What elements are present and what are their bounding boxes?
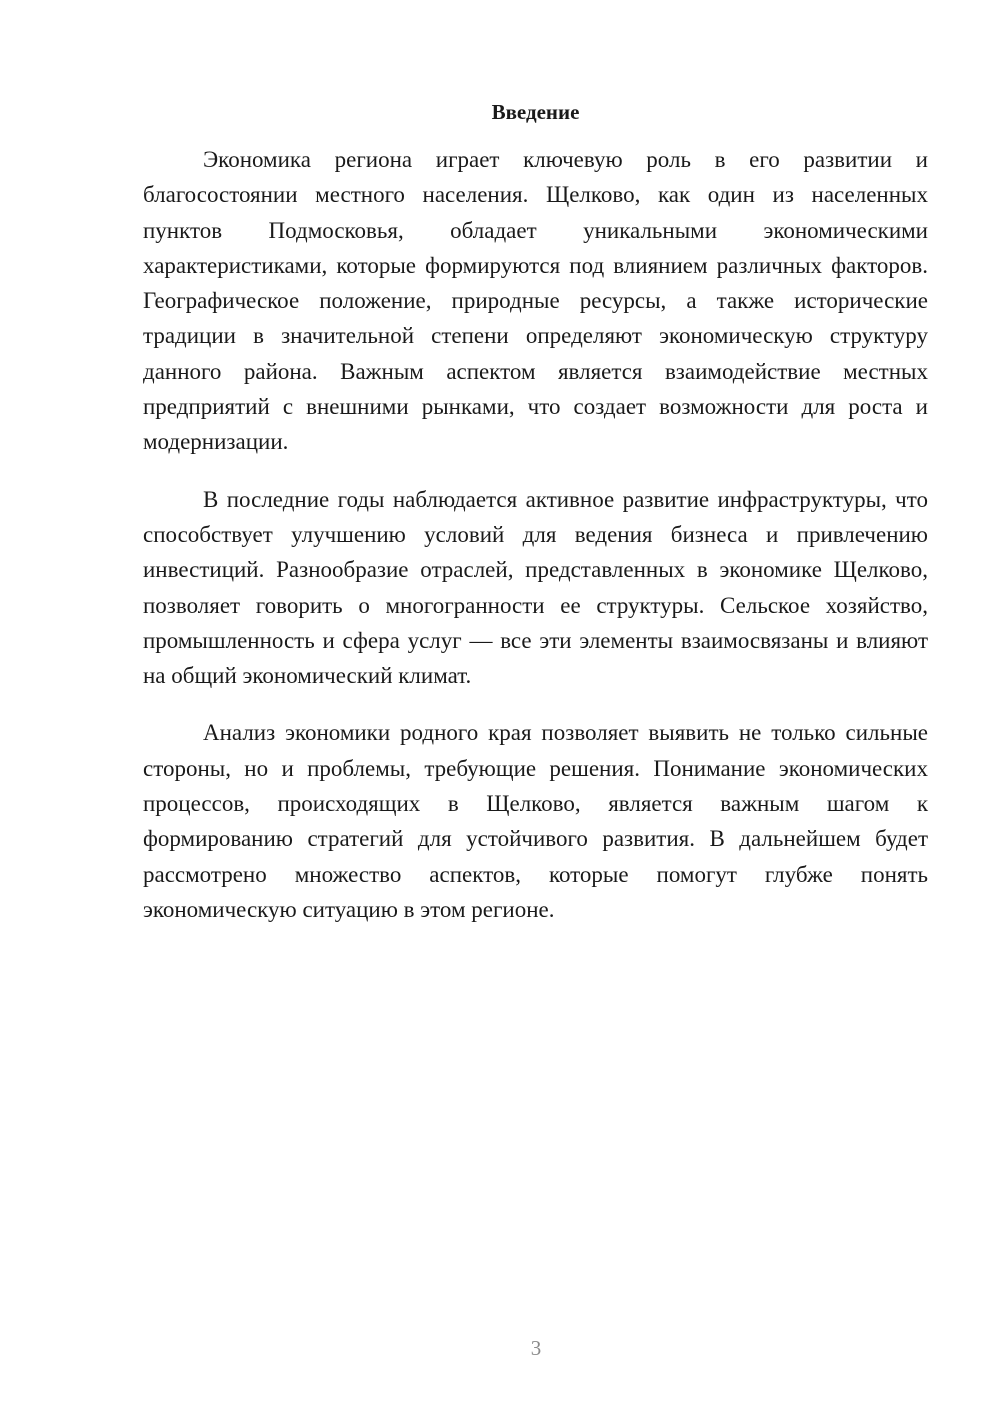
paragraph-1: Экономика региона играет ключевую роль в его развитии и благосостоянии местного населения. Щелково, как один из населенных пунктов Подмосковья, обладает уникальными экономическими характеристиками, которые формируются под влиянием различных факторов. Географическое положение, природные ресурсы, а также исторические традиции в значительной степени определяют экономическую структуру данного района. Важным аспектом является взаимодействие местных предприятий с внешними рынками, что создает возможности для роста и модернизации. [143, 147, 928, 455]
section-heading: Введение [491, 100, 580, 124]
paragraph-2: В последние годы наблюдается активное развитие инфраструктуры, что способствует улучшению условий для ведения бизнеса и привлечению инвестиций. Разнообразие отраслей, представленных в экономике Щелково, позволяет говорить о многогранности ее структуры. Сельское хозяйство, промышленность и сфера услуг — все эти элементы взаимосвязаны и влияют на общий экономический климат. [143, 486, 928, 689]
paragraph-3: Анализ экономики родного края позволяет выявить не только сильные стороны, но и проблемы, требующие решения. Понимание экономических процессов, происходящих в Щелково, является важным шагом к формированию стратегий для устойчивого развития. В дальнейшем будет рассмотрено множество аспектов, которые помогут глубже понять экономическую ситуацию в этом регионе. [143, 720, 928, 922]
page-number: 3 [530, 1336, 542, 1360]
body-text [143, 142, 928, 949]
